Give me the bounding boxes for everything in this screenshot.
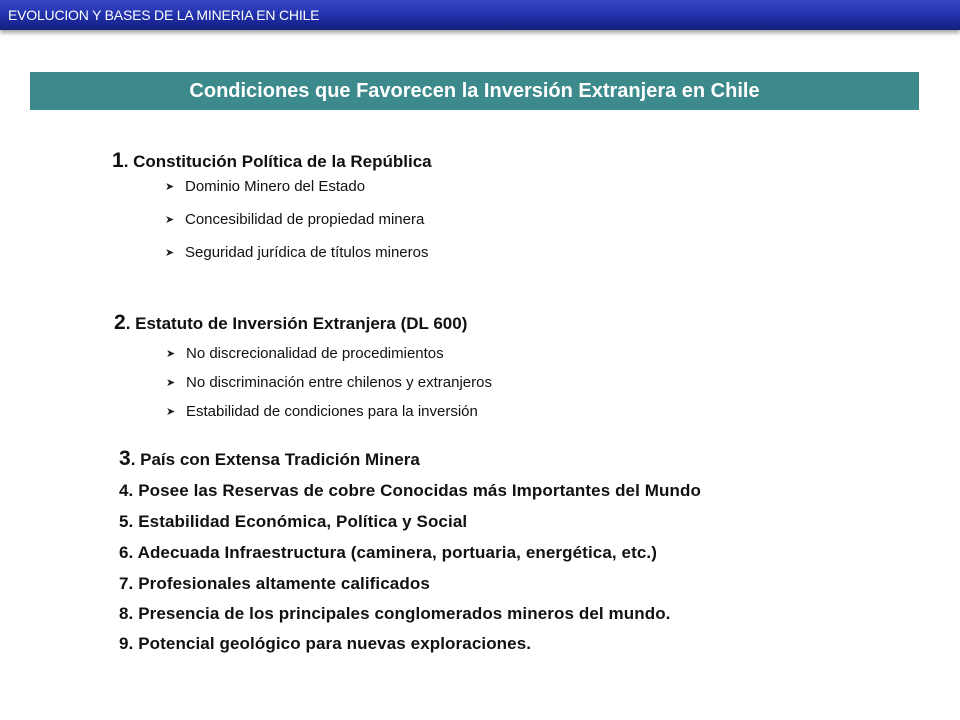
header-bar <box>0 0 960 30</box>
list-item: ➤ Seguridad jurídica de títulos mineros <box>165 244 429 261</box>
list-item: ➤ Estabilidad de condiciones para la inversión <box>166 403 478 420</box>
arrow-bullet-icon: ➤ <box>165 247 175 259</box>
list-item: 6. Adecuada Infraestructura (caminera, portuaria, energética, etc.) <box>119 543 657 562</box>
section-2-label: . Estatuto de Inversión Extranjera (DL 600) <box>125 314 468 333</box>
arrow-bullet-icon: ➤ <box>165 181 175 193</box>
arrow-bullet-icon: ➤ <box>166 377 176 389</box>
list-item: 7. Profesionales altamente calificados <box>119 574 430 593</box>
list-item: ➤ No discriminación entre chilenos y extranjeros <box>166 374 492 391</box>
list-item: ➤ Dominio Minero del Estado <box>165 178 366 195</box>
list-item: 8. Presencia de los principales conglomerados mineros del mundo. <box>119 604 671 623</box>
section-3-title <box>119 447 420 471</box>
section-1-number: 1 <box>112 149 124 172</box>
section-2-number: 2 <box>114 311 126 334</box>
arrow-bullet-icon: ➤ <box>166 406 176 418</box>
list-item: 4. Posee las Reservas de cobre Conocidas más Importantes del Mundo <box>119 481 701 500</box>
section-3-label: . País con Extensa Tradición Minera <box>130 450 420 469</box>
list-item: 9. Potencial geológico para nuevas exploraciones. <box>119 634 532 653</box>
arrow-bullet-icon: ➤ <box>165 214 175 226</box>
arrow-bullet-icon: ➤ <box>166 348 176 360</box>
list-item: ➤ Concesibilidad de propiedad minera <box>165 211 425 228</box>
section-1-label: . Constitución Política de la República <box>123 152 432 171</box>
section-3-number: 3 <box>119 447 131 470</box>
banner-title: Condiciones que Favorecen la Inversión Extranjera en Chile <box>189 79 760 102</box>
section-2-title <box>114 311 467 335</box>
list-item: 5. Estabilidad Económica, Política y Social <box>119 512 468 531</box>
header-title: EVOLUCION Y BASES DE LA MINERIA EN CHILE <box>8 7 320 23</box>
list-item: ➤ No discrecionalidad de procedimientos <box>166 345 444 362</box>
section-1-title <box>112 149 432 173</box>
title-banner <box>30 72 919 110</box>
